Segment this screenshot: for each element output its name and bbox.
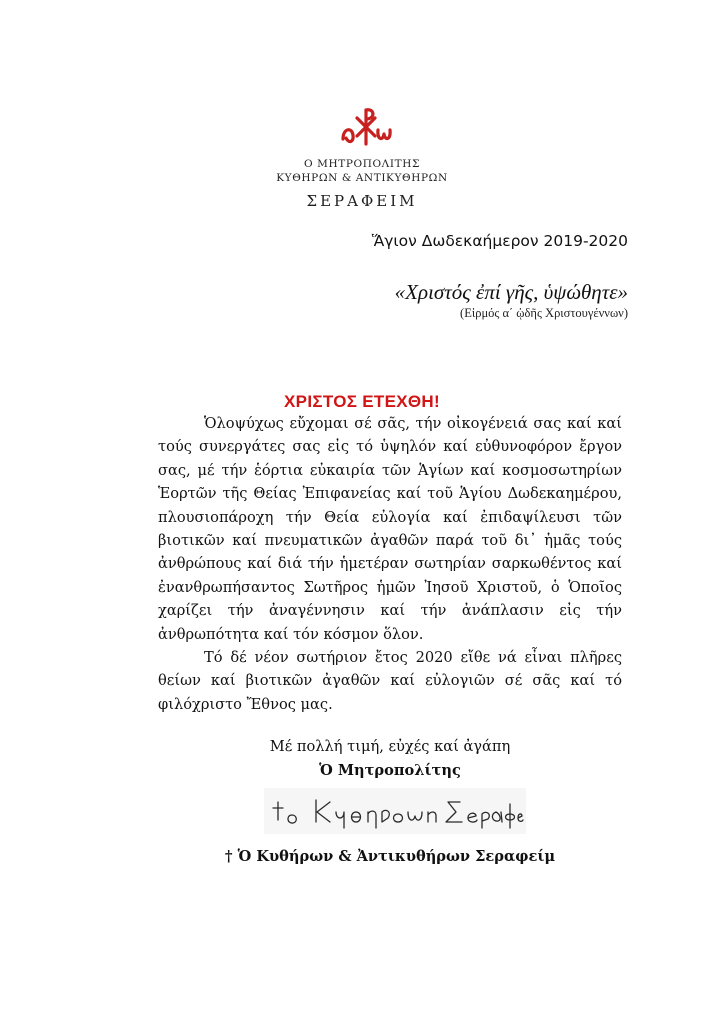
letterhead — [0, 104, 724, 209]
handwritten-signature — [264, 788, 526, 834]
letterhead-name: ΣΕΡΑΦΕΙΜ — [306, 192, 418, 210]
letterhead-diocese: ΚΥΘΗΡΩΝ & ΑΝΤΙΚΥΘΗΡΩΝ — [276, 172, 448, 184]
hymn-quote-source: (Εἱρμός α΄ ᾠδῆς Χριστουγέννων) — [460, 306, 628, 320]
letter-body — [158, 412, 622, 716]
body-paragraph: Ὁλοψύχως εὔχομαι σέ σᾶς, τήν οἰκογένειά σας καί καί τούς συνεργάτες σας εἰς τό ὑψηλόν καί εὐθυνοφόρον ἔργον σας, μέ τήν ἑόρτια εὐκαιρία τῶν Ἁγίων καί κοσμοσωτηρίων Ἑορτῶν τῆς Θείας Ἐπιφανείας καί τοῦ Ἁγίου Δωδεκαημέρου, πλουσιοπάροχη τήν Θεία εὐλογία καί ἐπιδαψίλευσι τῶν βιοτικῶν καί πνευματικῶν ἀγαθῶν παρά τοῦ δι᾽ ἡμᾶς τούς ἀνθρώπους καί διά τήν ἡμετέραν σωτηρίαν σαρκωθέντος καί ἐνανθρωπήσαντος Σωτῆρος ἡμῶν Ἰησοῦ Χριστοῦ, ὁ Ὁποῖος χαρίζει τήν ἀναγέννησιν καί τήν ἀνάπλασιν εἰς τήν ἀνθρωπότητα καί τόν κόσμον ὅλον. — [158, 415, 622, 643]
body-paragraph: Τό δέ νέον σωτήριον ἔτος 2020 εἴθε νά εἶναι πλῆρες θείων καί βιοτικῶν ἀγαθῶν καί εὐλογιῶν σέ σᾶς καί τό φιλόχριστο Ἔθνος μας. — [158, 649, 622, 713]
chi-rho-alpha-omega-logo — [340, 104, 392, 148]
date-line: Ἅγιον Δωδεκαήμερον 2019-2020 — [371, 232, 628, 250]
letterhead-title: Ο ΜΗΤΡΟΠΟΛΙΤΗΣ — [303, 158, 420, 170]
closing-line: Μέ πολλή τιμή, εὐχές καί ἀγάπη — [269, 738, 511, 755]
sender-title: Ὁ Μητροπολίτης — [319, 762, 461, 779]
greeting-heading: ΧΡΙΣΤΟΣ ΕΤΕΧΘΗ! — [284, 392, 440, 411]
sign-off: † Ὁ Κυθήρων & Ἀντικυθήρων Σεραφείμ — [224, 848, 556, 865]
hymn-quote: «Χριστός ἐπί γῆς, ὑψώθητε» — [394, 280, 628, 304]
